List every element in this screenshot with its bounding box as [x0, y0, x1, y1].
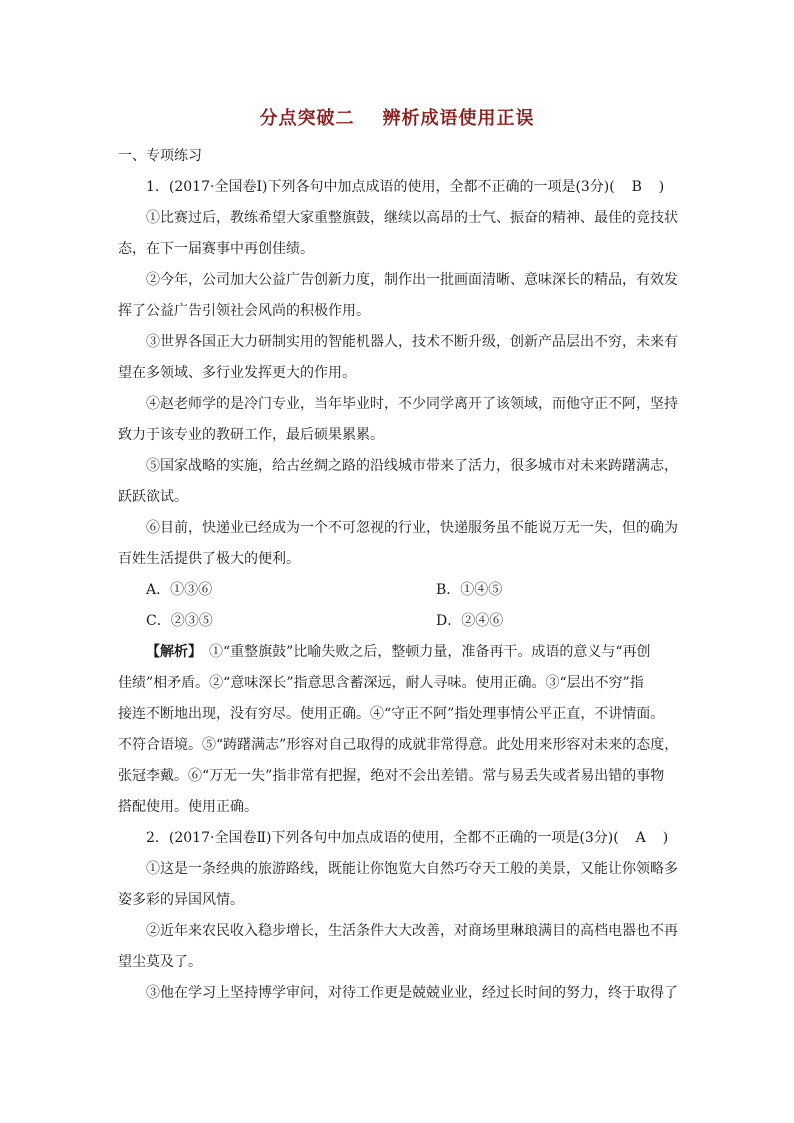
q2-sentence-2: ②近年来农民收入稳步增长，生活条件大大改善，对商场里琳琅满目的高档电器也不再: [146, 923, 678, 939]
question-stem-text: 1．(2017·全国卷Ⅰ)下列各句中加点成语的使用，全都不正确的一项是(3分)(: [146, 179, 615, 195]
q1-sentence-5-cont: 跃跃欲试。: [118, 489, 188, 505]
q1-sentence-3-cont: 望在多领域、多行业发挥更大的作用。: [118, 365, 356, 381]
question-stem-text: 2．(2017·全国卷Ⅱ)下列各句中加点成语的使用，全都不正确的一项是(3分)(: [146, 830, 619, 846]
question-1-stem: [118, 172, 678, 203]
answer-letter: A: [635, 830, 646, 846]
q1-sentence-1-cont: 态，在下一届赛事中再创佳绩。: [118, 241, 314, 257]
q1-sentence-3: ③世界各国正大力研制实用的智能机器人，技术不断升级，创新产品层出不穷，未来有: [146, 334, 678, 350]
stem-close: ): [662, 830, 669, 846]
q1-options-row-2: [118, 606, 678, 637]
q2-sentence-3: ③他在学习上坚持博学审问，对待工作更是兢兢业业，经过长时间的努力，终于取得了: [146, 985, 678, 1001]
q1-sentence-2: ②今年，公司加大公益广告创新力度，制作出一批画面清晰、意味深长的精品，有效发: [146, 272, 678, 288]
analysis-line-1: [118, 637, 678, 668]
section-heading: 一、专项练习: [118, 148, 202, 164]
document-body: [118, 141, 678, 1009]
q2-sentence-1: ①这是一条经典的旅游路线，既能让你饱览大自然巧夺天工般的美景，又能让你领略多: [146, 861, 678, 877]
q1-sentence-6: ⑥目前，快递业已经成为一个不可忽视的行业，快递服务虽不能说万无一失，但的确为: [146, 520, 678, 536]
analysis-tag: 【解析】: [146, 644, 195, 660]
title-part-2: 辨析成语使用正误: [382, 108, 535, 129]
title-part-1: 分点突破二: [259, 108, 355, 129]
option-a: A．①③⑥: [146, 582, 213, 598]
analysis-line-5: 张冠李戴。⑥“万无一失”指非常有把握，绝对不会出差错。常与易丢失或者易出错的事物: [118, 768, 665, 784]
q2-sentence-2-cont: 望尘莫及了。: [118, 954, 202, 970]
analysis-line-6: 搭配使用。使用正确。: [118, 799, 258, 815]
q1-sentence-4: ④赵老师学的是冷门专业，当年毕业时，不少同学离开了该领域，而他守正不阿，坚持: [146, 396, 678, 412]
option-c: C．②③⑤: [146, 613, 213, 629]
option-d: D．②④⑥: [436, 613, 504, 629]
option-b: B．①④⑤: [436, 582, 503, 598]
analysis-text: ①“重整旗鼓”比喻失败之后，整顿力量，准备再干。成语的意义与“再创: [209, 644, 651, 660]
q1-sentence-2-cont: 挥了公益广告引领社会风尚的积极作用。: [118, 303, 370, 319]
answer-letter: B: [631, 179, 642, 195]
q1-sentence-5: ⑤国家战略的实施，给古丝绸之路的沿线城市带来了活力，很多城市对未来踌躇满志，: [146, 458, 678, 474]
analysis-line-4: 不符合语境。⑤“踌躇满志”形容对自己取得的成就非常得意。此处用来形容对未来的态度，: [118, 737, 679, 753]
q1-options-row-1: [118, 575, 678, 606]
page-title: [0, 104, 794, 130]
question-2-stem: [118, 823, 678, 854]
analysis-line-3: 接连不断地出现，没有穷尽。使用正确。④“守正不阿”指处理事情公平正直，不讲情面。: [118, 706, 665, 722]
q1-sentence-1: ①比赛过后，教练希望大家重整旗鼓，继续以高昂的士气、振奋的精神、最佳的竞技状: [146, 210, 678, 226]
q1-sentence-6-cont: 百姓生活提供了极大的便利。: [118, 551, 300, 567]
q2-sentence-1-cont: 姿多彩的异国风情。: [118, 892, 244, 908]
stem-close: ): [658, 179, 665, 195]
q1-sentence-4-cont: 致力于该专业的教研工作，最后硕果累累。: [118, 427, 384, 443]
analysis-line-2: 佳绩”相矛盾。②“意味深长”指意思含蓄深远，耐人寻味。使用正确。③“层出不穷”指: [118, 675, 644, 691]
